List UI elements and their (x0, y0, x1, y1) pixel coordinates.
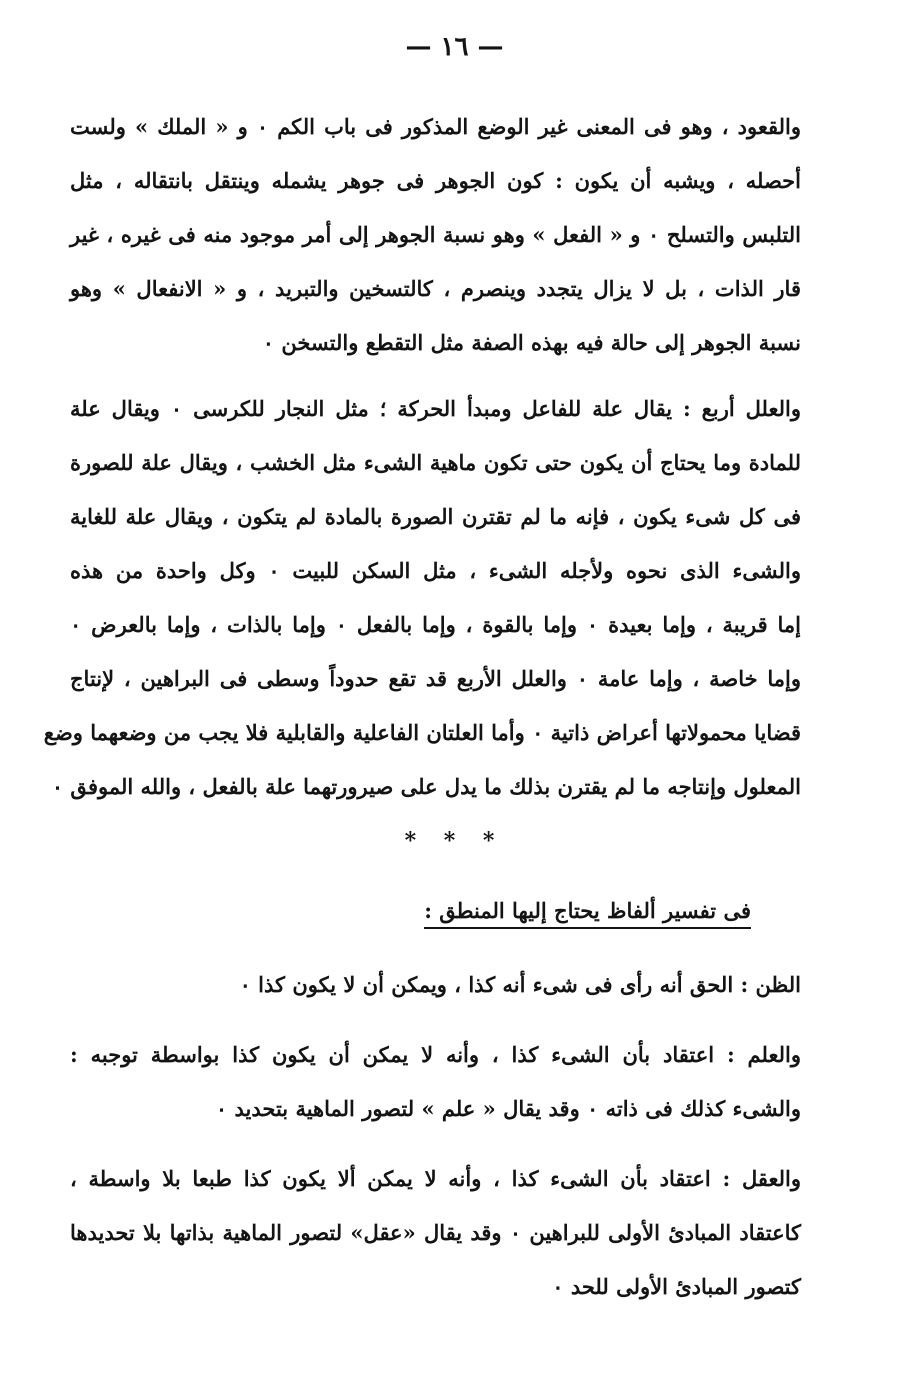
text-line: والقعود ، وهو فى المعنى غير الوضع المذكور فى باب الكم ٠ و « الملك » ولست (70, 114, 801, 139)
text-line: والعلم : اعتقاد بأن الشىء كذا ، وأنه لا يمكن أن يكون كذا بواسطة توجبه : (70, 1042, 801, 1067)
paragraph-causes (43, 382, 801, 814)
text-line: وإما خاصة ، وإما عامة ٠ والعلل الأربع قد تقع حدوداً وسطى فى البراهين ، لإنتاج (70, 666, 801, 691)
text-line: إما قريبة ، وإما بعيدة ٠ وإما بالقوة ، وإما بالفعل ٠ وإما بالذات ، وإما بالعرض ٠ (70, 612, 801, 637)
section-heading-text: فى تفسير ألفاظ يحتاج إليها المنطق : (424, 898, 751, 929)
text-line: أحصله ، ويشبه أن يكون : كون الجوهر فى جوهر يشمله وينتقل بانتقاله ، مثل (70, 168, 801, 193)
text-line: كاعتقاد المبادئ الأولى للبراهين ٠ وقد يقال «عقل» لتصور الماهية بذاتها بلا تحديدها (70, 1220, 802, 1245)
text-line: الظن : الحق أنه رأى فى شىء أنه كذا ، ويمكن أن لا يكون كذا ٠ (239, 972, 801, 997)
page-number: — ١٦ — (405, 32, 504, 62)
text-line: والشىء كذلك فى ذاته ٠ وقد يقال « علم » لتصور الماهية بتحديد ٠ (215, 1096, 801, 1121)
text-line: للمادة وما يحتاج أن يكون حتى تكون ماهية الشىء مثل الخشب ، ويقال علة للصورة (70, 450, 801, 475)
text-line: والشىء الذى نحوه ولأجله الشىء ، مثل السكن للبيت ٠ وكل واحدة من هذه (70, 558, 801, 583)
section-separator: * * * (404, 828, 505, 854)
text-line: قار الذات ، بل لا يزال يتجدد وينصرم ، كالتسخين والتبريد ، و « الانفعال » وهو (70, 276, 801, 301)
text-line: المعلول وإنتاجه ما لم يقترن بذلك ما يدل على صيرورتهما علة بالفعل ، والله الموفق ٠ (51, 774, 801, 799)
section-heading (424, 888, 751, 934)
paragraph-intellect (70, 1152, 801, 1314)
text-line: فى كل شىء يكون ، فإنه ما لم تقترن الصورة بالمادة لم يتكون ، ويقال علة للغاية (70, 504, 801, 529)
text-line: التلبس والتسلح ٠ و « الفعل » وهو نسبة الجوهر إلى أمر موجود منه فى غيره ، غير (70, 222, 801, 247)
text-line: قضايا محمولاتها أعراض ذاتية ٠ وأما العلتان الفاعلية والقابلية فلا يجب من وضعهما وضع (43, 720, 801, 745)
paragraph-categories (70, 100, 801, 370)
text-line: نسبة الجوهر إلى حالة فيه بهذه الصفة مثل التقطع والتسخن ٠ (262, 330, 801, 355)
text-line: والعلل أربع : يقال علة للفاعل ومبدأ الحركة ؛ مثل النجار للكرسى ٠ ويقال علة (70, 396, 801, 421)
paragraph-knowledge (70, 1028, 801, 1136)
paragraph-opinion (180, 958, 801, 1012)
text-line: كتصور المبادئ الأولى للحد ٠ (552, 1274, 801, 1299)
text-line: والعقل : اعتقاد بأن الشىء كذا ، وأنه لا يمكن ألا يكون كذا طبعا بلا واسطة ، (70, 1166, 801, 1191)
